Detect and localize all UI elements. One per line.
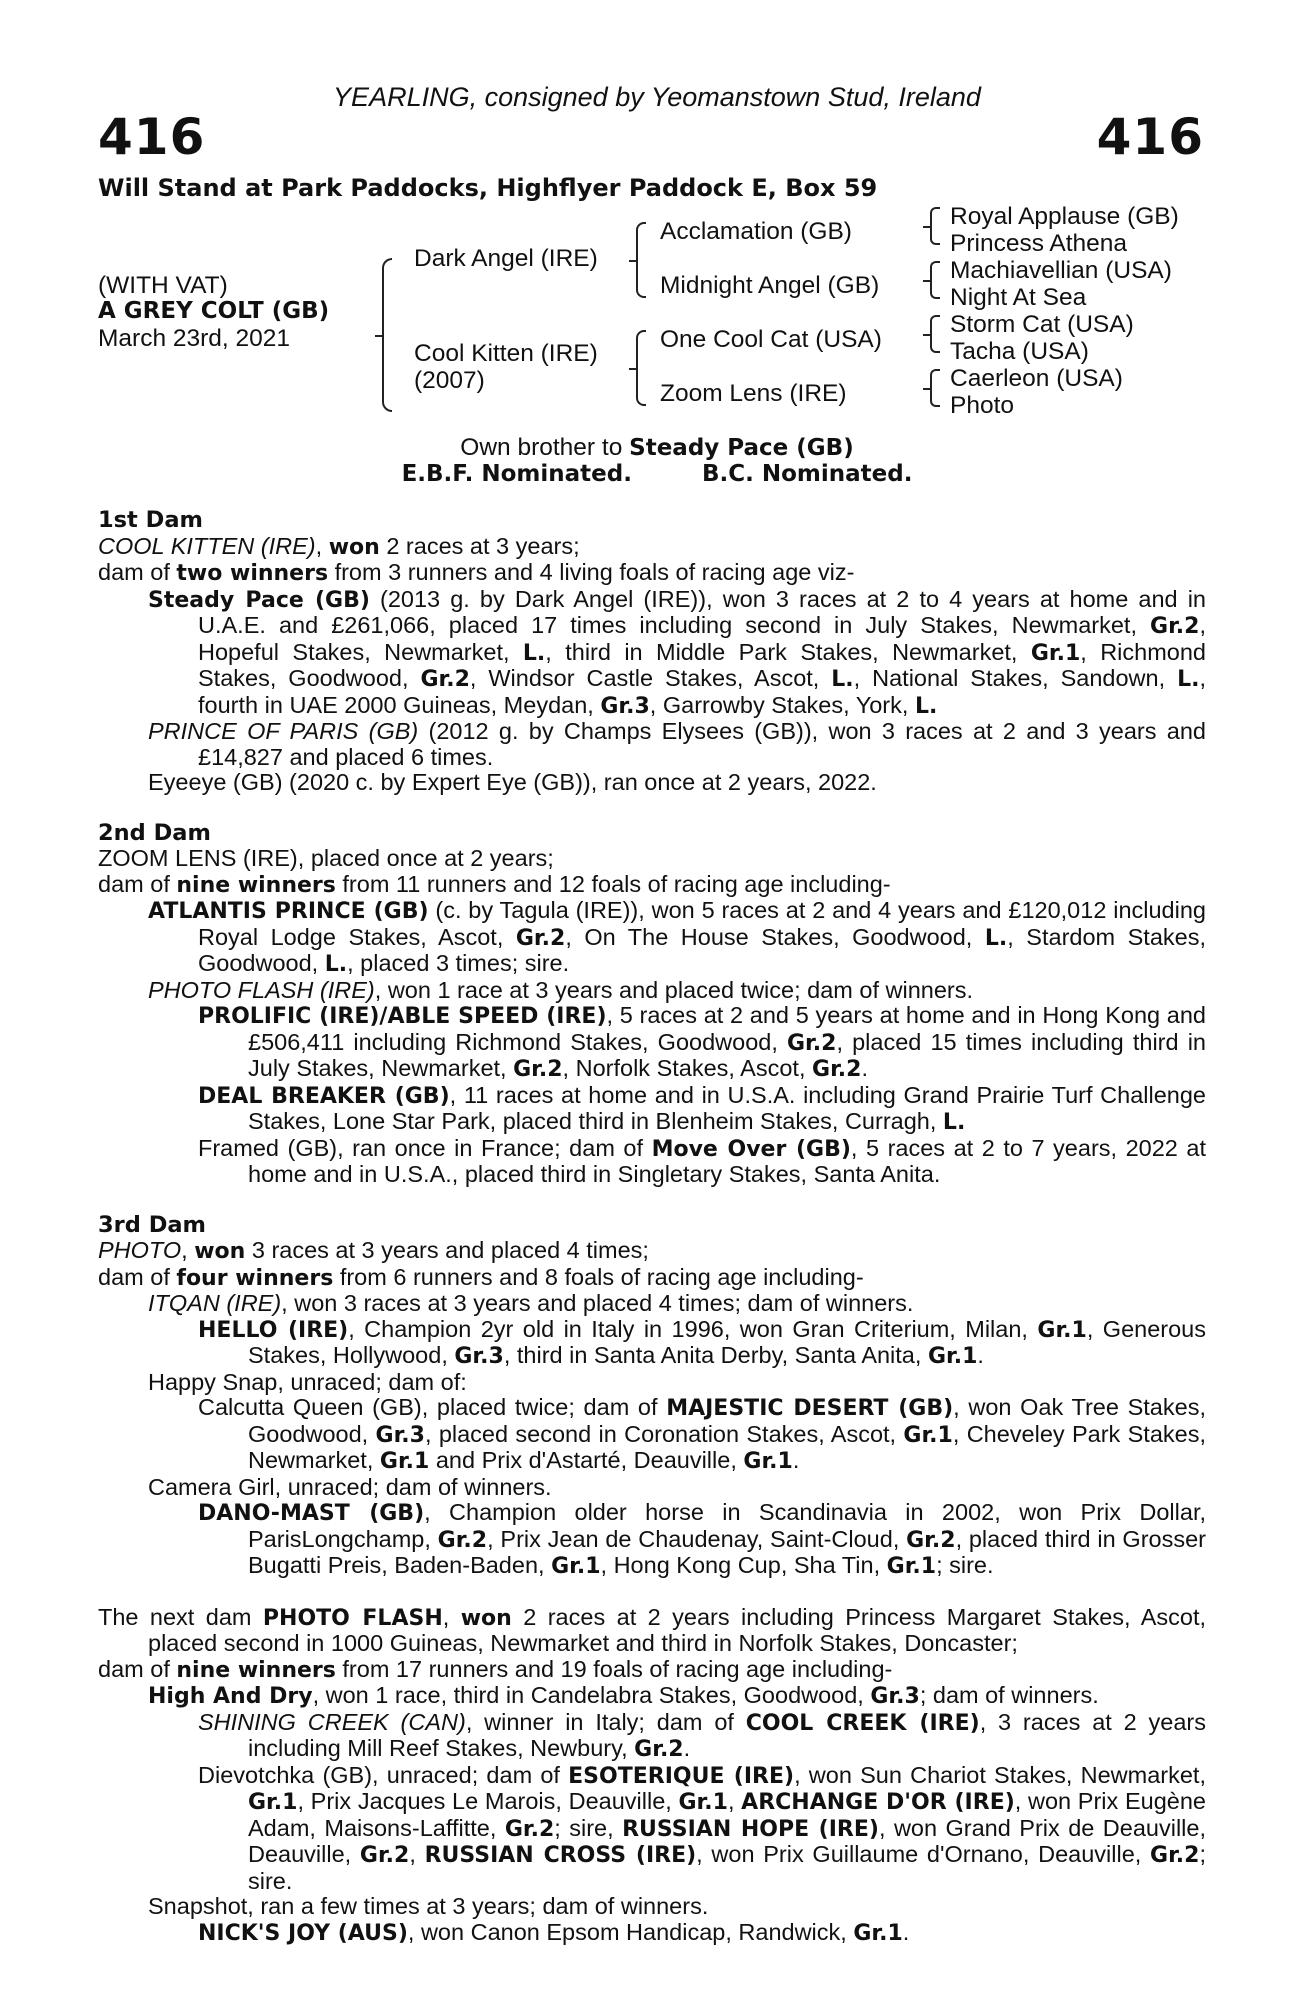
third-dam-heading: 3rd Dam xyxy=(98,1211,206,1238)
vat-note: (WITH VAT) xyxy=(98,272,228,299)
bc-nomination: B.C. Nominated. xyxy=(701,461,913,487)
second-dam-line: ZOOM LENS (IRE), placed once at 2 years; xyxy=(98,845,554,871)
dam-brace xyxy=(636,330,646,406)
dam: Cool Kitten (IRE) xyxy=(414,340,598,367)
own-brother-name: Steady Pace (GB) xyxy=(629,435,854,461)
stabling-location: Will Stand at Park Paddocks, Highflyer Paddock E, Box 59 xyxy=(98,174,878,202)
g3-4: Night At Sea xyxy=(950,284,1087,311)
g3-5: Storm Cat (USA) xyxy=(950,311,1134,338)
nominations-line xyxy=(0,460,1314,488)
g3-brace-4 xyxy=(930,369,940,407)
sire-dam: Midnight Angel (GB) xyxy=(660,272,880,299)
third-dam-produce: dam of four winners from 6 runners and 8 foals of racing age including- xyxy=(98,1263,864,1291)
second-dam-heading: 2nd Dam xyxy=(98,819,211,846)
dam-sire: One Cool Cat (USA) xyxy=(660,326,882,353)
horse-name: A GREY COLT (GB) xyxy=(98,298,330,324)
dam-year: (2007) xyxy=(414,367,485,394)
ebf-nomination: E.B.F. Nominated. xyxy=(401,461,632,487)
sire-sire: Acclamation (GB) xyxy=(660,218,852,245)
produce-dano-mast: DANO-MAST (GB), Champion older horse in Scandinavia in 2002, won Prix Dollar, ParisLongchamp, Gr.2, Prix Jean de Chaudenay, Saint-Cloud, Gr.2, placed third in Grosser Bugatti Preis, Baden-Baden, Gr.1, Hong Kong Cup, Sha Tin, Gr.1; sire. xyxy=(198,1499,1206,1579)
produce-hello: HELLO (IRE), Champion 2yr old in Italy in 1996, won Gran Criterium, Milan, Gr.1, Generous Stakes, Hollywood, Gr.3, third in Santa Anita Derby, Santa Anita, Gr.1. xyxy=(198,1315,1206,1369)
g3-7: Caerleon (USA) xyxy=(950,365,1123,392)
own-brother-prefix: Own brother to xyxy=(460,434,630,461)
produce-snapshot: Snapshot, ran a few times at 3 years; dam of winners. xyxy=(148,1893,709,1919)
produce-happy-snap: Happy Snap, unraced; dam of: xyxy=(148,1368,467,1395)
g3-brace-1 xyxy=(930,207,940,245)
g3-8: Photo xyxy=(950,392,1015,419)
sire-dam-brace xyxy=(382,258,392,412)
produce-record xyxy=(98,508,1206,1946)
produce-nicks-joy: NICK'S JOY (AUS), won Canon Epsom Handicap, Randwick, Gr.1. xyxy=(198,1918,910,1946)
first-dam-heading: 1st Dam xyxy=(98,507,203,533)
g3-3: Machiavellian (USA) xyxy=(950,257,1172,284)
produce-deal-breaker: DEAL BREAKER (GB), 11 races at home and in U.S.A. including Grand Prairie Turf Challenge Stakes, Lone Star Park, placed third in Blenheim Stakes, Curragh, L. xyxy=(198,1081,1207,1135)
produce-prince-of-paris: PRINCE OF PARIS (GB) (2012 g. by Champs Elysees (GB)), won 3 races at 2 and 3 years and £14,827 and placed 6 times. xyxy=(148,718,1206,770)
produce-dievotchka: Dievotchka (GB), unraced; dam of ESOTERIQUE (IRE), won Sun Chariot Stakes, Newmarket, Gr.1, Prix Jacques Le Marois, Deauville, Gr.1, ARCHANGE D'OR (IRE), won Prix Eugène Adam, Maisons-Laffitte, Gr.2; sire, RUSSIAN HOPE (IRE), won Grand Prix de Deauville, Deauville, Gr.2, RUSSIAN CROSS (IRE), won Prix Guillaume d'Ornano, Deauville, Gr.2; sire. xyxy=(198,1761,1206,1894)
produce-shining-creek: SHINING CREEK (CAN), winner in Italy; dam of COOL CREEK (IRE), 3 races at 2 years including Mill Reef Stakes, Newbury, Gr.2. xyxy=(198,1708,1207,1762)
produce-photo-flash: PHOTO FLASH (IRE), won 1 race at 3 years and placed twice; dam of winners. xyxy=(148,976,974,1003)
produce-eyeeye: Eyeeye (GB) (2020 c. by Expert Eye (GB)), ran once at 2 years, 2022. xyxy=(148,769,877,795)
g3-2: Princess Athena xyxy=(950,230,1128,257)
produce-high-and-dry: High And Dry, won 1 race, third in Candelabra Stakes, Goodwood, Gr.3; dam of winners. xyxy=(148,1682,1099,1709)
lot-number-right: 416 xyxy=(1096,108,1204,166)
g3-brace-3 xyxy=(930,315,940,353)
dam-dam: Zoom Lens (IRE) xyxy=(660,380,847,407)
sire: Dark Angel (IRE) xyxy=(414,245,598,272)
first-dam-line: COOL KITTEN (IRE), won 2 races at 3 years; xyxy=(98,532,580,560)
first-dam-produce: dam of two winners from 3 runners and 4 living foals of racing age viz- xyxy=(98,559,855,586)
next-dam-produce: dam of nine winners from 17 runners and 19 foals of racing age including- xyxy=(98,1655,893,1683)
lot-number-left: 416 xyxy=(98,108,206,166)
consignor-line: YEARLING, consigned by Yeomanstown Stud, Ireland xyxy=(333,82,981,112)
foaling-date: March 23rd, 2021 xyxy=(98,325,291,352)
produce-framed: Framed (GB), ran once in France; dam of Move Over (GB), 5 races at 2 to 7 years, 2022 at home and in U.S.A., placed third in Singletary Stakes, Santa Anita. xyxy=(198,1134,1206,1187)
g3-brace-2 xyxy=(930,261,940,299)
third-dam-line: PHOTO, won 3 races at 3 years and placed 4 times; xyxy=(98,1237,649,1264)
produce-prolific: PROLIFIC (IRE)/ABLE SPEED (IRE), 5 races at 2 and 5 years at home and in Hong Kong and £506,411 including Richmond Stakes, Goodwood, Gr.2, placed 15 times including third in July Stakes, Newmarket, Gr.2, Norfolk Stakes, Ascot, Gr.2. xyxy=(198,1002,1206,1082)
produce-itqan: ITQAN (IRE), won 3 races at 3 years and placed 4 times; dam of winners. xyxy=(148,1290,914,1316)
own-brother-line xyxy=(0,434,1314,462)
sire-brace xyxy=(636,222,646,298)
produce-atlantis-prince: ATLANTIS PRINCE (GB) (c. by Tagula (IRE)), won 5 races at 2 and 4 years and £120,012 including Royal Lodge Stakes, Ascot, Gr.2, On The House Stakes, Goodwood, L., Stardom Stakes, Goodwood, L., placed 3 times; sire. xyxy=(148,897,1206,977)
g3-6: Tacha (USA) xyxy=(950,338,1089,365)
next-dam-line: The next dam PHOTO FLASH, won 2 races at 2 years including Princess Margaret Stakes, Ascot, placed second in 1000 Guineas, Newmarket and third in Norfolk Stakes, Doncaster; xyxy=(98,1603,1207,1656)
produce-calcutta-queen: Calcutta Queen (GB), placed twice; dam of MAJESTIC DESERT (GB), won Oak Tree Stakes, Goodwood, Gr.3, placed second in Coronation Stakes, Ascot, Gr.1, Cheveley Park Stakes, Newmarket, Gr.1 and Prix d'Astarté, Deauville, Gr.1. xyxy=(198,1394,1206,1474)
g3-1: Royal Applause (GB) xyxy=(950,203,1179,230)
second-dam-produce: dam of nine winners from 11 runners and 12 foals of racing age including- xyxy=(98,870,891,898)
produce-camera-girl: Camera Girl, unraced; dam of winners. xyxy=(148,1473,552,1500)
produce-steady-pace: Steady Pace (GB) (2013 g. by Dark Angel (IRE)), won 3 races at 2 to 4 years at home and in U.A.E. and £261,066, placed 17 times including second in July Stakes, Newmarket, Gr.2, Hopeful Stakes, Newmarket, L., third in Middle Park Stakes, Newmarket, Gr.1, Richmond Stakes, Goodwood, Gr.2, Windsor Castle Stakes, Ascot, L., National Stakes, Sandown, L., fourth in UAE 2000 Guineas, Meydan, Gr.3, Garrowby Stakes, York, L. xyxy=(148,585,1206,719)
